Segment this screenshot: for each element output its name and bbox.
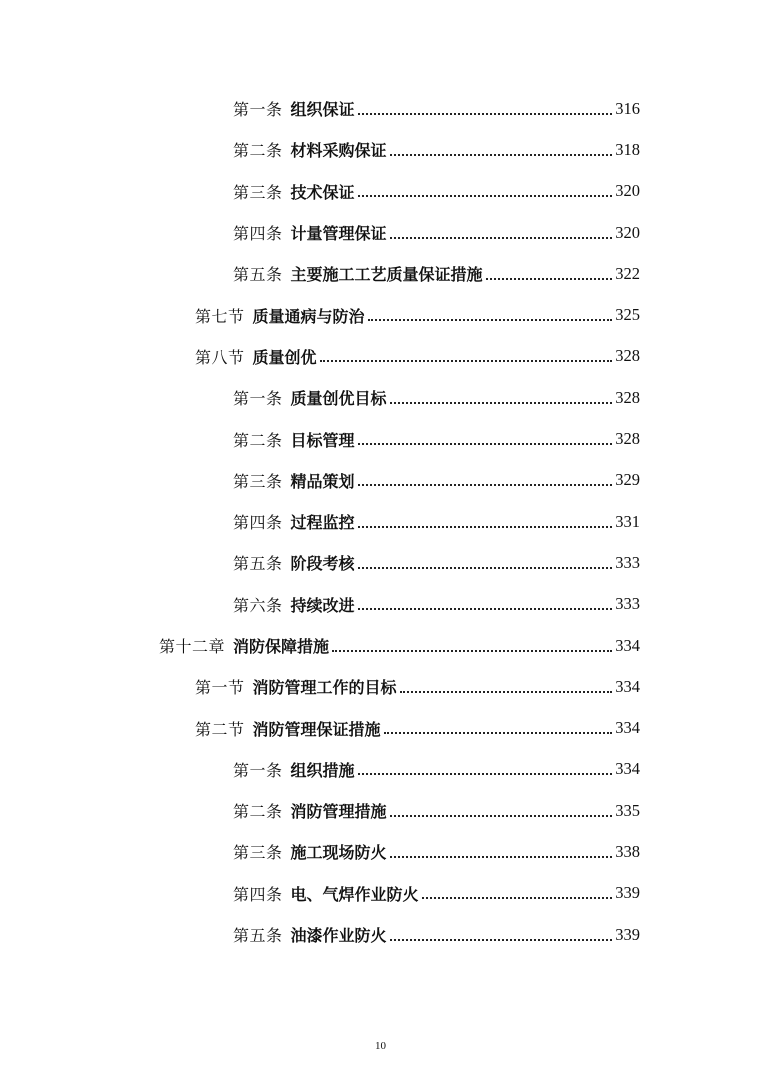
toc-dot-leader xyxy=(390,856,613,858)
toc-entry[interactable] xyxy=(0,873,761,914)
toc-dot-leader xyxy=(422,897,613,899)
toc-entry-page: 333 xyxy=(615,594,640,614)
toc-entry[interactable] xyxy=(0,460,761,501)
toc-entry[interactable] xyxy=(0,377,761,418)
toc-entry-title: 质量创优 xyxy=(252,347,317,367)
toc-entry-page: 320 xyxy=(615,181,640,201)
toc-entry-title: 组织措施 xyxy=(290,760,355,780)
toc-entry[interactable] xyxy=(0,294,761,335)
toc-entry-page: 338 xyxy=(615,841,640,861)
toc-entry-page: 334 xyxy=(615,718,640,738)
toc-entry-title: 电、气焊作业防火 xyxy=(290,884,419,904)
toc-entry-title: 主要施工工艺质量保证措施 xyxy=(290,265,483,285)
toc-entry-page: 334 xyxy=(615,635,640,655)
toc-entry-page: 329 xyxy=(615,470,640,490)
toc-entry[interactable] xyxy=(0,171,761,212)
toc-entry-title: 持续改进 xyxy=(290,595,355,615)
toc-entry-title: 质量通病与防治 xyxy=(252,306,365,326)
toc-entry-page: 335 xyxy=(615,800,640,820)
toc-entry-number: 第五条 xyxy=(233,926,283,946)
toc-dot-leader xyxy=(358,484,613,486)
toc-entry[interactable] xyxy=(0,336,761,377)
toc-dot-leader xyxy=(368,319,613,321)
toc-entry-number: 第八节 xyxy=(195,347,245,367)
toc-entry-page: 316 xyxy=(615,98,640,118)
toc-entry-title: 材料采购保证 xyxy=(290,141,387,161)
page-number: 10 xyxy=(375,1040,386,1052)
toc-entry-number: 第四条 xyxy=(233,224,283,244)
toc-dot-leader xyxy=(390,237,613,239)
toc-entry[interactable] xyxy=(0,914,761,955)
toc-entry-page: 320 xyxy=(615,222,640,242)
toc-entry-number: 第三条 xyxy=(233,843,283,863)
toc-entry-page: 328 xyxy=(615,429,640,449)
toc-entry-number: 第一节 xyxy=(195,678,245,698)
toc-dot-leader xyxy=(486,278,613,280)
toc-entry[interactable] xyxy=(0,253,761,294)
toc-dot-leader xyxy=(358,526,613,528)
toc-dot-leader xyxy=(390,154,613,156)
toc-entry-number: 第十二章 xyxy=(159,637,226,656)
toc-entry-number: 第六条 xyxy=(233,595,283,615)
toc-entry-page: 322 xyxy=(615,263,640,283)
toc-entry[interactable] xyxy=(0,749,761,790)
toc-entry-number: 第三条 xyxy=(233,182,283,202)
toc-entry-number: 第二节 xyxy=(195,719,245,739)
toc-entry[interactable] xyxy=(0,666,761,707)
toc-entry-number: 第四条 xyxy=(233,884,283,904)
toc-entry-page: 325 xyxy=(615,305,640,325)
toc-dot-leader xyxy=(400,691,613,693)
toc-dot-leader xyxy=(358,567,613,569)
toc-entry[interactable] xyxy=(0,129,761,170)
toc-entry[interactable] xyxy=(0,88,761,129)
toc-dot-leader xyxy=(332,650,612,652)
toc-dot-leader xyxy=(390,939,613,941)
toc-dot-leader xyxy=(358,773,613,775)
toc-entry-page: 339 xyxy=(615,883,640,903)
toc-entry-number: 第二条 xyxy=(233,141,283,161)
toc-entry-number: 第七节 xyxy=(195,306,245,326)
toc-entry-page: 328 xyxy=(615,387,640,407)
toc-entry[interactable] xyxy=(0,212,761,253)
toc-entry-page: 339 xyxy=(615,924,640,944)
toc-entry-title: 精品策划 xyxy=(290,471,355,491)
toc-entry-number: 第五条 xyxy=(233,554,283,574)
toc-dot-leader xyxy=(358,113,613,115)
toc-dot-leader xyxy=(390,402,613,404)
toc-entry-number: 第一条 xyxy=(233,100,283,120)
toc-entry-title: 消防管理保证措施 xyxy=(252,719,381,739)
toc-entry-page: 328 xyxy=(615,346,640,366)
toc-entry[interactable] xyxy=(0,625,761,666)
toc-entry-number: 第五条 xyxy=(233,265,283,285)
toc-dot-leader xyxy=(320,360,613,362)
toc-entry-title: 组织保证 xyxy=(290,100,355,120)
toc-dot-leader xyxy=(390,815,613,817)
toc-entry-number: 第一条 xyxy=(233,389,283,409)
toc-entry[interactable] xyxy=(0,501,761,542)
toc-dot-leader xyxy=(358,195,613,197)
toc-entry-number: 第四条 xyxy=(233,513,283,533)
toc-entry-page: 318 xyxy=(615,139,640,159)
toc-entry[interactable] xyxy=(0,790,761,831)
toc-entry[interactable] xyxy=(0,831,761,872)
toc-entry-title: 消防管理工作的目标 xyxy=(252,678,397,698)
toc-entry-title: 油漆作业防火 xyxy=(290,926,387,946)
toc-entry-title: 质量创优目标 xyxy=(290,389,387,409)
toc-entry-title: 计量管理保证 xyxy=(290,224,387,244)
toc-entry[interactable] xyxy=(0,542,761,583)
toc-entry-page: 334 xyxy=(615,759,640,779)
toc-entry-page: 331 xyxy=(615,511,640,531)
toc-dot-leader xyxy=(384,732,613,734)
toc-entry-title: 施工现场防火 xyxy=(290,843,387,863)
toc-entry[interactable] xyxy=(0,584,761,625)
toc-entry-number: 第三条 xyxy=(233,471,283,491)
toc-entry-title: 消防保障措施 xyxy=(233,637,330,656)
toc-entry-number: 第二条 xyxy=(233,802,283,822)
toc-entry-title: 阶段考核 xyxy=(290,554,355,574)
toc-entry-title: 技术保证 xyxy=(290,182,355,202)
toc-entry[interactable] xyxy=(0,418,761,459)
toc-dot-leader xyxy=(358,443,613,445)
toc-entry-title: 目标管理 xyxy=(290,430,355,450)
toc-entry-title: 过程监控 xyxy=(290,513,355,533)
toc-entry-number: 第二条 xyxy=(233,430,283,450)
toc-dot-leader xyxy=(358,608,613,610)
table-of-contents xyxy=(0,88,761,955)
toc-entry-number: 第一条 xyxy=(233,760,283,780)
toc-entry-page: 334 xyxy=(615,676,640,696)
toc-entry[interactable] xyxy=(0,707,761,748)
toc-entry-title: 消防管理措施 xyxy=(290,802,387,822)
toc-entry-page: 333 xyxy=(615,552,640,572)
